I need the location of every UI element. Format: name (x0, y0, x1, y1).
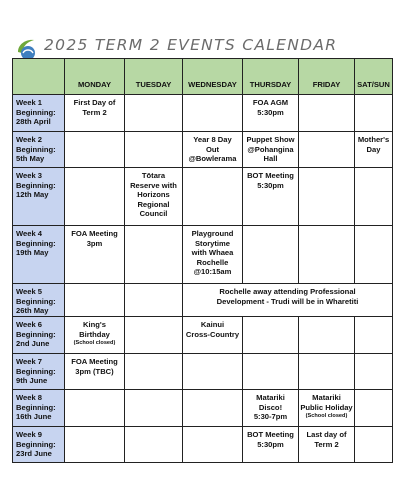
event-cell-thu: BOT Meeting 5:30pm (243, 168, 299, 226)
event-cell-wed: Kainui Cross-Country (183, 317, 243, 354)
event-cell-fri (299, 95, 355, 132)
header-sat-sun: SAT/SUN (355, 59, 393, 95)
week-label: Week 7 Beginning: 9th June (13, 354, 65, 390)
calendar-title: 2025 TERM 2 EVENTS CALENDAR (44, 36, 338, 54)
week-row (13, 132, 393, 168)
event-span-cell: Rochelle away attending Professional Development - Trudi will be in Wharetiti (183, 284, 393, 317)
week-row (13, 284, 393, 317)
event-cell-mon: First Day of Term 2 (65, 95, 125, 132)
event-note: (School closed) (305, 413, 348, 420)
week-row (13, 226, 393, 284)
event-cell-thu: BOT Meeting 5:30pm (243, 427, 299, 463)
event-cell-tue (125, 132, 183, 168)
event-cell-thu (243, 317, 299, 354)
event-cell-fri: Last day of Term 2 (299, 427, 355, 463)
header-thursday: THURSDAY (243, 59, 299, 95)
week-row (13, 354, 393, 390)
event-cell-fri (299, 226, 355, 284)
week-label: Week 8 Beginning: 16th June (13, 390, 65, 427)
event-cell-tue (125, 226, 183, 284)
event-cell-fri (299, 317, 355, 354)
event-cell-fri (299, 354, 355, 390)
event-cell-sat (355, 354, 393, 390)
event-cell-fri: Matariki Public Holiday (School closed) (299, 390, 355, 427)
event-cell-mon: FOA Meeting 3pm (65, 226, 125, 284)
event-cell-mon: King's Birthday (School closed) (65, 317, 125, 354)
events-calendar-table (12, 58, 393, 463)
event-cell-tue (125, 427, 183, 463)
week-label: Week 6 Beginning: 2nd June (13, 317, 65, 354)
week-row (13, 317, 393, 354)
event-cell-thu: FOA AGM 5:30pm (243, 95, 299, 132)
header-friday: FRIDAY (299, 59, 355, 95)
event-cell-mon (65, 390, 125, 427)
event-cell-fri (299, 168, 355, 226)
event-cell-wed (183, 168, 243, 226)
day-cell (65, 284, 125, 317)
header-row (13, 59, 393, 95)
event-cell-mon (65, 168, 125, 226)
header-tuesday: TUESDAY (125, 59, 183, 95)
event-cell-thu: Puppet Show @Pohangina Hall (243, 132, 299, 168)
event-cell-wed: Playground Storytime with Whaea Rochelle @10:15am (183, 226, 243, 284)
event-cell-mon: FOA Meeting 3pm (TBC) (65, 354, 125, 390)
event-cell-fri (299, 132, 355, 168)
day-cell (125, 284, 183, 317)
week-label: Week 2 Beginning: 5th May (13, 132, 65, 168)
event-cell-wed: Year 8 Day Out @Bowlerama (183, 132, 243, 168)
event-cell-sat (355, 226, 393, 284)
week-label: Week 9 Beginning: 23rd June (13, 427, 65, 463)
week-label: Week 5 Beginning: 26th May (13, 284, 65, 317)
week-label: Week 1 Beginning: 28th April (13, 95, 65, 132)
event-cell-tue (125, 354, 183, 390)
event-cell-tue (125, 390, 183, 427)
week-row (13, 390, 393, 427)
event-cell-tue (125, 95, 183, 132)
event-cell-sat (355, 317, 393, 354)
week-label: Week 4 Beginning: 19th May (13, 226, 65, 284)
header-monday: MONDAY (65, 59, 125, 95)
event-cell-thu (243, 226, 299, 284)
event-cell-sat (355, 390, 393, 427)
event-cell-sat (355, 95, 393, 132)
event-note: (School closed) (73, 340, 116, 347)
week-row (13, 168, 393, 226)
week-row (13, 95, 393, 132)
event-cell-wed (183, 95, 243, 132)
event-cell-wed (183, 427, 243, 463)
event-cell-sat: Mother's Day (355, 132, 393, 168)
event-cell-thu: Matariki Disco! 5:30-7pm (243, 390, 299, 427)
event-cell-sat (355, 427, 393, 463)
event-cell-tue (125, 317, 183, 354)
calendar-header (0, 0, 406, 58)
header-corner (13, 59, 65, 95)
header-wednesday: WEDNESDAY (183, 59, 243, 95)
event-cell-mon (65, 427, 125, 463)
event-cell-tue: Tōtara Reserve with Horizons Regional Council (125, 168, 183, 226)
event-cell-wed (183, 354, 243, 390)
week-row (13, 427, 393, 463)
week-label: Week 3 Beginning: 12th May (13, 168, 65, 226)
event-cell-mon (65, 132, 125, 168)
event-cell-thu (243, 354, 299, 390)
event-cell-wed (183, 390, 243, 427)
event-cell-sat (355, 168, 393, 226)
